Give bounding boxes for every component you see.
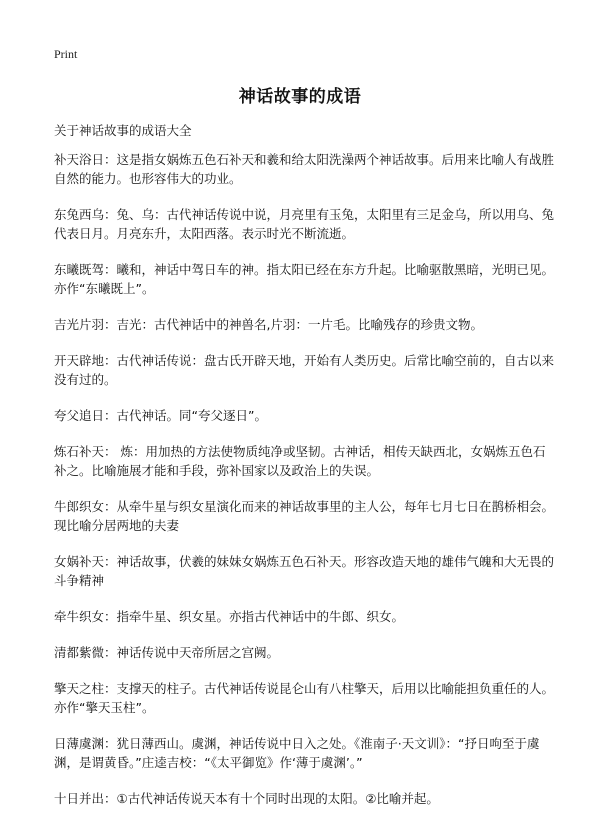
idiom-entry: 牛郎织女：从牵牛星与织女星演化而来的神话故事里的主人公，每年七月七日在鹊桥相会。现比喻分居两地的夫妻 — [54, 499, 555, 533]
page-title: 神话故事的成语 — [238, 87, 362, 107]
print-link[interactable]: Print — [54, 47, 78, 61]
idiom-entry: 清都紫微：神话传说中天帝所居之宫阙。 — [54, 645, 280, 660]
idiom-entry: 擎天之柱：支撑天的柱子。古代神话传说昆仑山有八柱擎天，后用以比喻能担负重任的人。亦作“擎天玉柱”。 — [54, 681, 555, 715]
idiom-entry: 牵牛织女：指牵牛星、织女星。亦指古代神话中的牛郎、织女。 — [54, 609, 405, 624]
document-subtitle: 关于神话故事的成语大全 — [54, 123, 192, 138]
idiom-entry: 东兔西乌：兔、乌：古代神话传说中说，月亮里有玉兔，太阳里有三足金乌，所以用乌、兔代表日月。月亮东升，太阳西落。表示时光不断流逝。 — [54, 207, 555, 241]
idiom-entry: 吉光片羽：吉光：古代神话中的神兽名,片羽：一片毛。比喻残存的珍贵文物。 — [54, 317, 483, 332]
idiom-entry: 日薄虞渊：犹日薄西山。虞渊，神话传说中日入之处。《淮南子·天文训》：“抒日呴至于虞渊，是谓黄昏。”庄逵吉校：“《太平御览》作‘薄于虞渊’。” — [54, 736, 540, 770]
idiom-entry: 夸父追日：古代神话。同“夸父逐日”。 — [54, 408, 267, 423]
idiom-list — [54, 150, 554, 825]
idiom-entry: 东曦既驾：曦和，神话中驾日车的神。指太阳已经在东方升起。比喻驱散黑暗，光明已见。亦作“东曦既上”。 — [54, 262, 555, 296]
idiom-entry: 开天辟地：古代神话传说：盘古氏开辟天地，开始有人类历史。后常比喻空前的，自古以来没有过的。 — [54, 353, 555, 387]
idiom-entry: 女娲补天：神话故事，伏羲的妹妹女娲炼五色石补天。形容改造天地的雄伟气魄和大无畏的斗争精神 — [54, 554, 555, 588]
idiom-entry: 十日并出：①古代神话传说天本有十个同时出现的太阳。②比喻并起。 — [54, 791, 439, 806]
idiom-entry: 炼石补天： 炼：用加热的方法使物质纯净或坚韧。古神话，相传天缺西北，女娲炼五色石补之。比喻施展才能和手段，弥补国家以及政治上的失误。 — [54, 444, 546, 478]
idiom-entry: 补天浴日：这是指女娲炼五色石补天和羲和给太阳洗澡两个神话故事。后用来比喻人有战胜自然的能力。也形容伟大的功业。 — [54, 152, 555, 186]
